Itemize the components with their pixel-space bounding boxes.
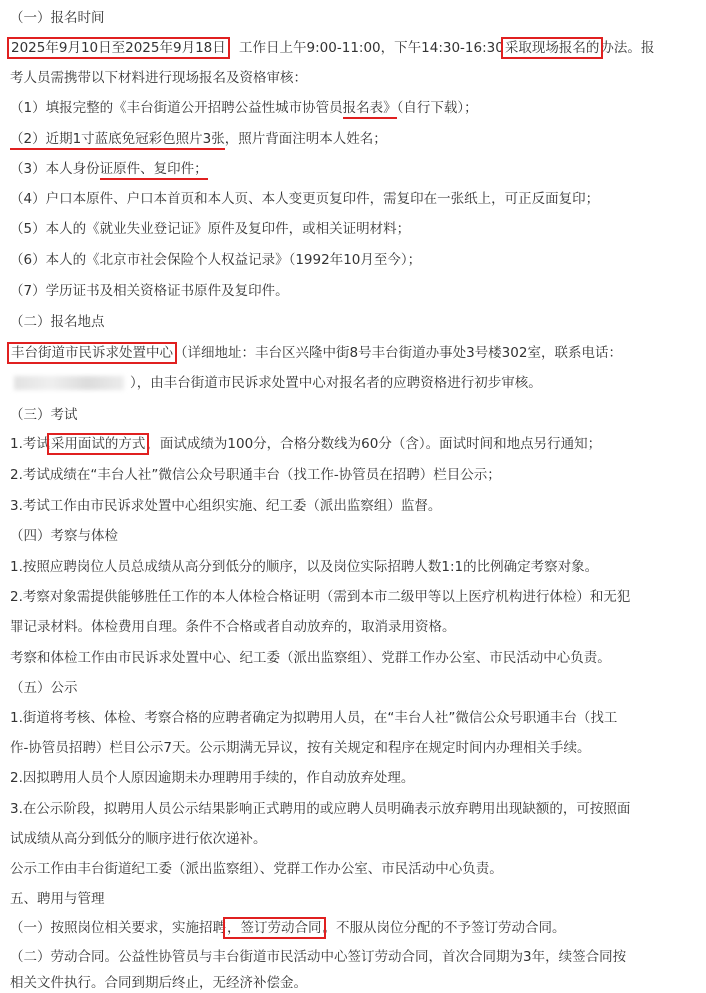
highlighted-onsite-method: 采取现场报名的 <box>504 40 600 56</box>
employment-item-2a: （二）劳动合同。公益性协管员与丰台街道市民活动中心签订劳动合同，首次合同期为3年，续签合同按 <box>10 949 627 965</box>
section-heading-registration-place: （二）报名地点 <box>10 314 105 330</box>
material-item-1 <box>10 98 700 118</box>
highlighted-registration-form: 报名表》 <box>343 100 397 119</box>
highlighted-labor-contract: ，签订劳动合同 <box>227 920 322 936</box>
section-heading-employment: 五、聘用与管理 <box>10 891 105 907</box>
employment-item-1-text: （一）按照岗位相关要求，实施招聘 <box>10 920 226 936</box>
inspection-note: 考察和体检工作由市民诉求处置中心、纪工委（派出监察组）、党群工作办公室、市民活动中心负责。 <box>10 650 611 666</box>
registration-place-line <box>10 343 700 363</box>
material-item-2 <box>10 129 700 149</box>
highlighted-id-card: 证原件、复印件； <box>100 161 208 180</box>
material-item-2-note: ，照片背面注明本人姓名； <box>224 131 387 147</box>
material-item-5: （5）本人的《就业失业登记证》原件及复印件，或相关证明材料； <box>10 221 411 237</box>
material-item-1-note: （自行下载）； <box>396 100 478 116</box>
inspection-item-2b: 罪记录材料。体检费用自理。条件不合格或者自动放弃的，取消录用资格。 <box>10 619 456 635</box>
exam-item-1-text: 1.考试 <box>10 436 50 452</box>
publicity-item-1a: 1.街道将考核、体检、考察合格的应聘者确定为拟聘用人员，在“丰台人社”微信公众号职通丰台（找工 <box>10 710 618 726</box>
section-heading-inspection: （四）考察与体检 <box>10 528 118 544</box>
employment-item-2b: 相关文件执行。合同到期后终止，无经济补偿金。 <box>10 975 307 991</box>
material-item-7: （7）学历证书及相关资格证书原件及复印件。 <box>10 283 289 299</box>
material-item-1-text: （1）填报完整的《丰台街道公开招聘公益性城市协管员 <box>10 100 343 116</box>
materials-intro: 考人员需携带以下材料进行现场报名及资格审核： <box>10 70 307 86</box>
highlighted-photo-requirement: （2）近期1寸蓝底免冠彩色照片3张 <box>10 131 225 150</box>
registration-place-line-2 <box>10 373 700 393</box>
section-heading-publicity: （五）公示 <box>10 680 78 696</box>
employment-item-1-note: 。不服从岗位分配的不予签订劳动合同。 <box>322 920 566 936</box>
inspection-item-1: 1.按照应聘岗位人员总成绩从高分到低分的顺序，以及岗位实际招聘人数1:1的比例确定考察对象。 <box>10 559 599 575</box>
section-heading-exam: （三）考试 <box>10 407 78 423</box>
highlighted-place: 丰台街道市民诉求处置中心 <box>11 345 173 361</box>
registration-time-line <box>10 38 700 58</box>
redacted-phone-number <box>14 376 124 390</box>
material-item-6: （6）本人的《北京市社会保险个人权益记录》（1992年10月至今）； <box>10 252 422 268</box>
publicity-item-3a: 3.在公示阶段，拟聘用人员公示结果影响正式聘用的或应聘人员明确表示放弃聘用出现缺额的，可按照面 <box>10 801 631 817</box>
material-item-3-text: （3）本人身份 <box>10 161 100 177</box>
material-item-4: （4）户口本原件、户口本首页和本人页、本人变更页复印件，需复印在一张纸上，可正反面复印； <box>10 191 600 207</box>
office-hours: 工作日上午9:00-11:00，下午14:30-16:30 <box>239 40 504 56</box>
exam-item-1 <box>10 434 700 454</box>
highlighted-interview-method: 采用面试的方式 <box>50 436 146 452</box>
highlighted-date-range: 2025年9月10日至2025年9月18日 <box>11 40 226 56</box>
publicity-note: 公示工作由丰台街道纪工委（派出监察组）、党群工作办公室、市民活动中心负责。 <box>10 861 503 877</box>
exam-item-2: 2.考试成绩在“丰台人社”微信公众号职通丰台（找工作-协管员在招聘）栏目公示； <box>10 467 501 483</box>
place-detail: （详细地址：丰台区兴隆中街8号丰台街道办事处3号楼302室，联系电话： <box>174 345 622 361</box>
method-tail: 办法。报 <box>600 40 655 56</box>
section-heading-registration-time: （一）报名时间 <box>10 10 105 26</box>
material-item-3 <box>10 159 700 179</box>
publicity-item-1b: 作-协管员招聘）栏目公示7天。公示期满无异议，按有关规定和程序在规定时间内办理相关手续。 <box>10 740 591 756</box>
exam-item-1-note: ，面试成绩为100分，合格分数线为60分（含）。面试时间和地点另行通知； <box>146 436 602 452</box>
publicity-item-2: 2.因拟聘用人员个人原因逾期未办理聘用手续的，作自动放弃处理。 <box>10 770 415 786</box>
publicity-item-3b: 试成绩从高分到低分的顺序进行依次递补。 <box>10 831 267 847</box>
employment-item-1 <box>10 918 700 938</box>
place-detail-2: ），由丰台街道市民诉求处置中心对报名者的应聘资格进行初步审核。 <box>130 375 542 391</box>
exam-item-3: 3.考试工作由市民诉求处置中心组织实施、纪工委（派出监察组）监督。 <box>10 498 442 514</box>
inspection-item-2a: 2.考察对象需提供能够胜任工作的本人体检合格证明（需到本市二级甲等以上医疗机构进行体检）和无犯 <box>10 589 631 605</box>
